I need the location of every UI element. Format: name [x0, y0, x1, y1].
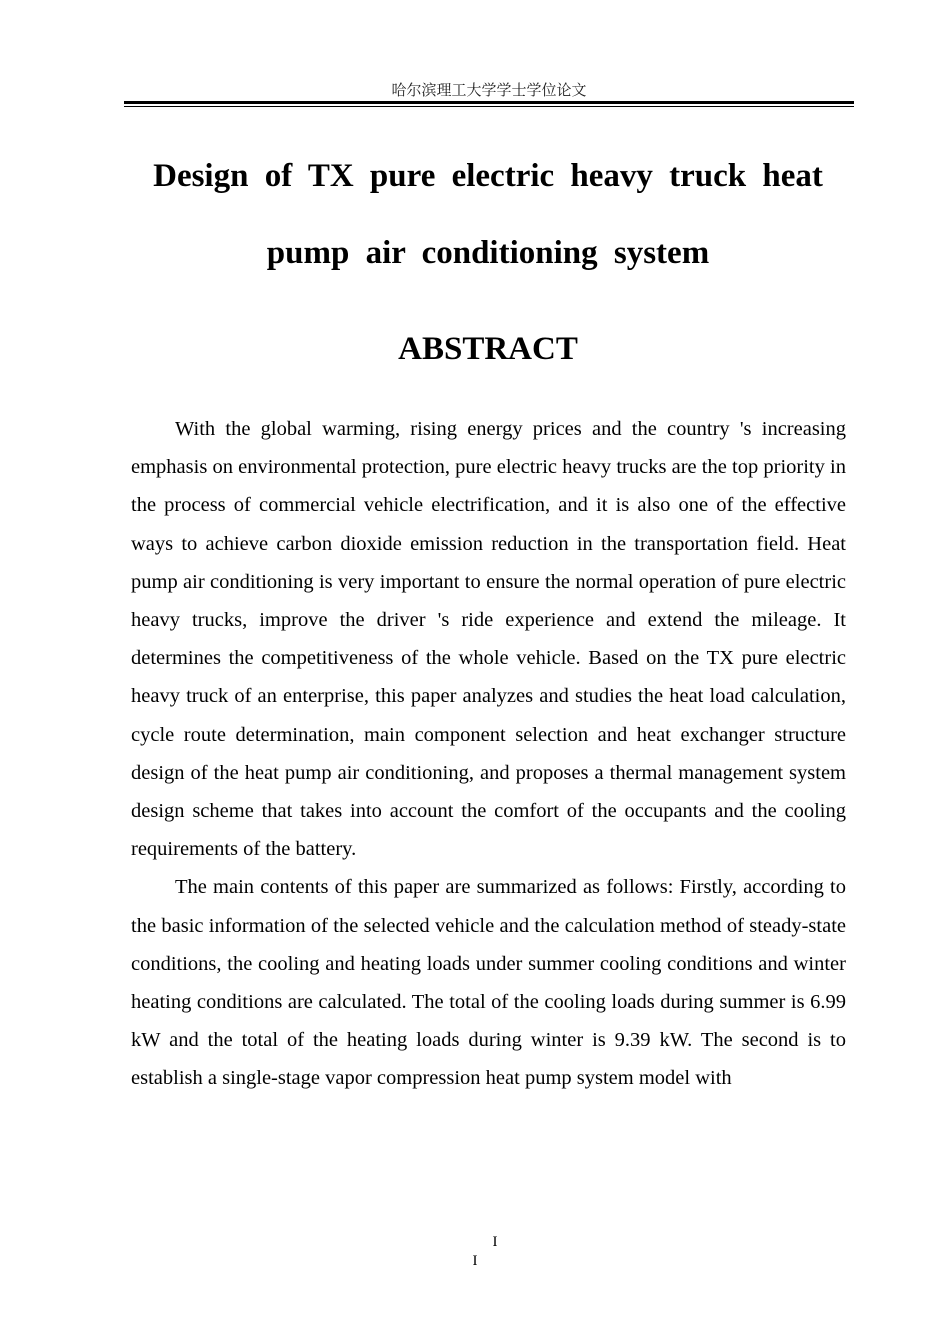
abstract-paragraph-1: With the global warming, rising energy prices and the country 's increasing emphasis on environmental protection, pure electric heavy trucks are the top priority in the process of commercial vehicle electrification, and it is also one of the effective ways to achieve carbon dioxide emission reduction in the transportation field. Heat pump air conditioning is very important to ensure the normal operation of pure electric heavy trucks, improve the driver 's ride experience and extend the mileage. It determines the competitiveness of the whole vehicle. Based on the TX pure electric heavy truck of an enterprise, this paper analyzes and studies the heat load calculation, cycle route determination, main component selection and heat exchanger structure design of the heat pump air conditioning, and proposes a thermal management system design scheme that takes into account the comfort of the occupants and the cooling requirements of the battery. — [131, 418, 846, 861]
thesis-title-line-2: pump air conditioning system — [266, 235, 710, 271]
header-rule-thin — [124, 106, 854, 107]
running-header: 哈尔滨理工大学学士学位论文 — [391, 81, 587, 99]
abstract-body — [131, 410, 846, 1098]
abstract-heading: ABSTRACT — [398, 331, 578, 367]
page-number-1: I — [492, 1234, 498, 1250]
header-rule-thick — [124, 101, 854, 104]
page-number-2: I — [472, 1253, 478, 1269]
thesis-title — [130, 138, 846, 292]
thesis-title-line-1: Design of TX pure electric heavy truck heat — [153, 158, 823, 194]
abstract-paragraph-2: The main contents of this paper are summarized as follows: Firstly, according to the basic information of the selected vehicle and the calculation method of steady-state conditions, the cooling and heating loads under summer cooling conditions and winter heating conditions are calculated. The total of the cooling loads during summer is 6.99 kW and the total of the heating loads during winter is 9.39 kW. The second is to establish a single-stage vapor compression heat pump system model with — [131, 876, 846, 1090]
